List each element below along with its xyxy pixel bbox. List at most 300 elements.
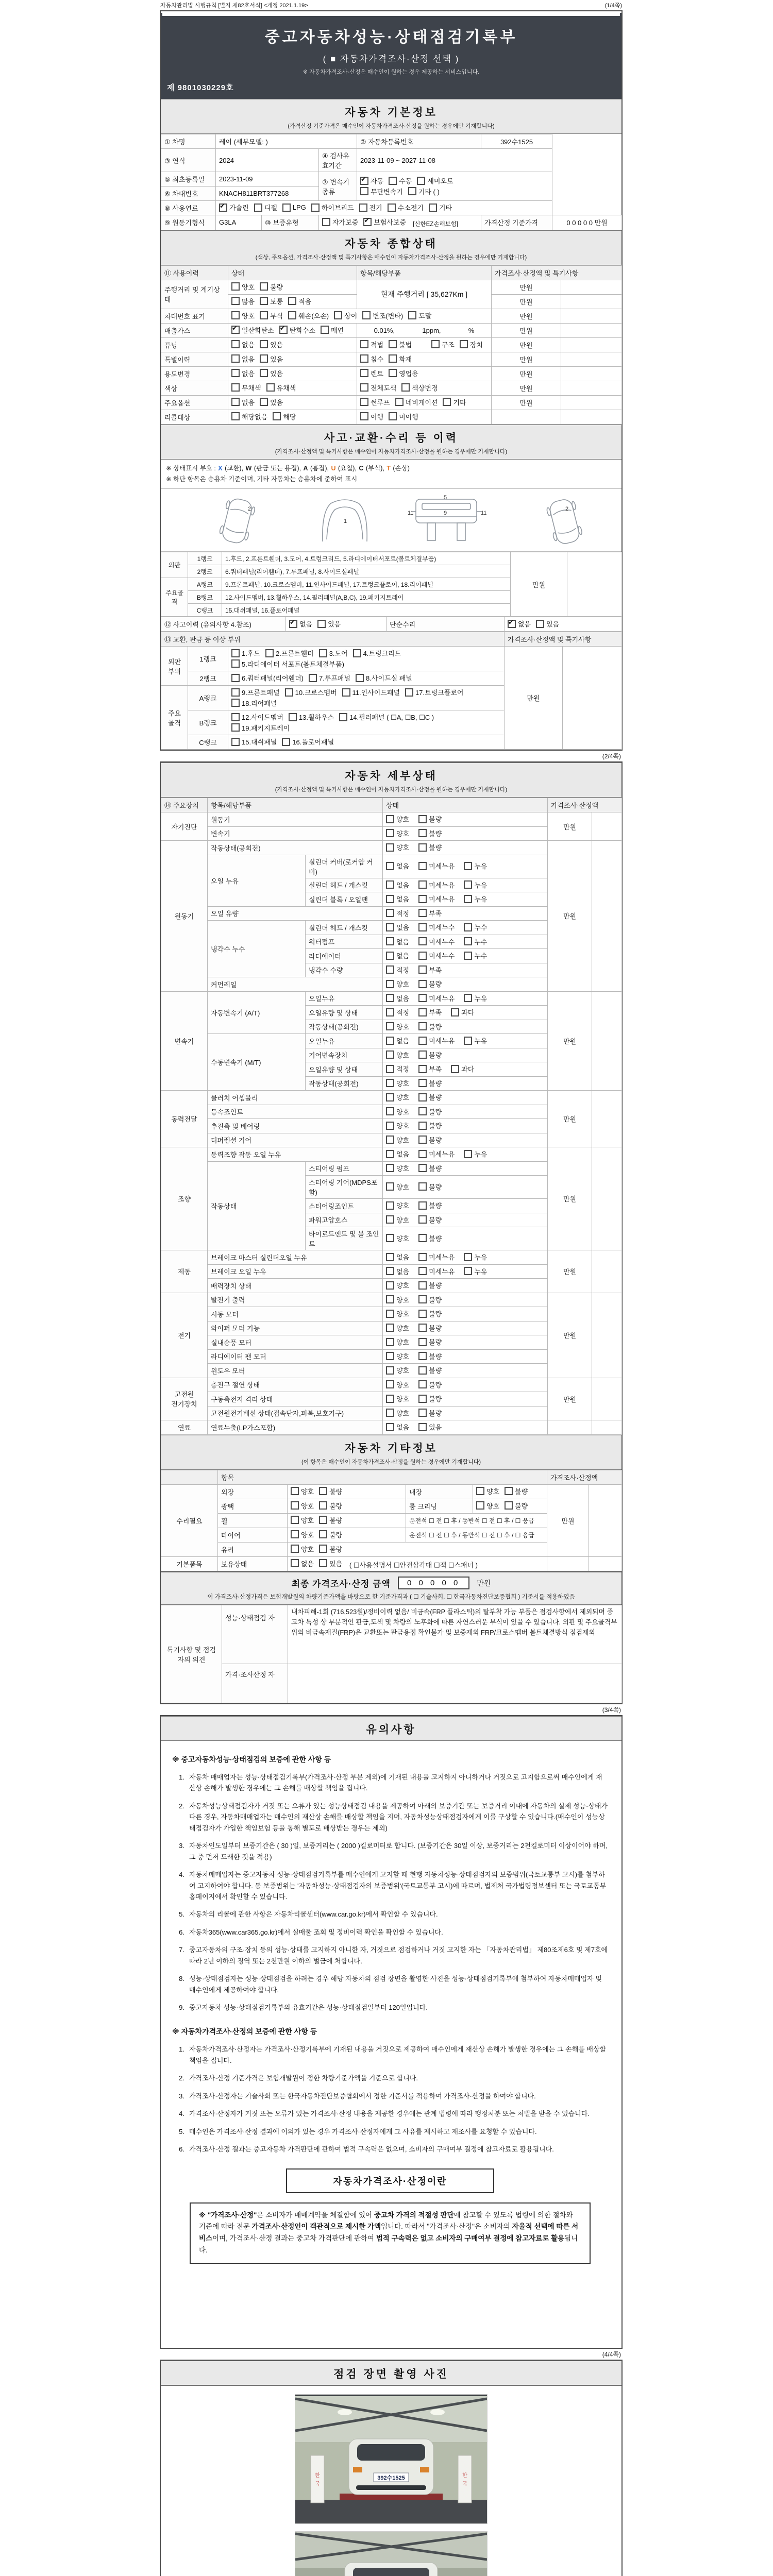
- checkbox-훼손(오손)[interactable]: [288, 311, 329, 320]
- checkbox-영업용[interactable]: [389, 368, 418, 378]
- checkbox-10.크로스멤버[interactable]: [285, 687, 337, 697]
- checkbox-box[interactable]: [291, 1487, 299, 1495]
- checkbox-box[interactable]: [386, 1423, 394, 1431]
- checkbox-box[interactable]: [231, 723, 240, 732]
- checkbox-양호[interactable]: [386, 1022, 409, 1031]
- checkbox-box[interactable]: [273, 412, 281, 420]
- checkbox-무단변속기[interactable]: [360, 187, 403, 196]
- checkbox-양호[interactable]: [386, 1309, 409, 1318]
- checkbox-미세누유[interactable]: [418, 894, 455, 904]
- checkbox-box[interactable]: [386, 1093, 394, 1101]
- checkbox-box[interactable]: [418, 909, 427, 917]
- checkbox-불량[interactable]: [418, 1408, 442, 1418]
- checkbox-불량[interactable]: [418, 1351, 442, 1361]
- checkbox-box[interactable]: [418, 1107, 427, 1115]
- checkbox-없음[interactable]: [231, 354, 255, 364]
- checkbox-색상변경[interactable]: [401, 383, 438, 393]
- checkbox-box[interactable]: [386, 1182, 394, 1191]
- checkbox-box[interactable]: [389, 340, 397, 348]
- checkbox-있음[interactable]: [260, 340, 283, 349]
- checkbox-box[interactable]: [443, 398, 451, 406]
- checkbox-box[interactable]: [418, 1150, 427, 1158]
- checkbox-box[interactable]: [260, 340, 268, 348]
- checkbox-없음[interactable]: [508, 619, 531, 629]
- checkbox-미세누유[interactable]: [418, 861, 455, 871]
- checkbox-box[interactable]: [418, 1037, 427, 1045]
- checkbox-양호[interactable]: [386, 979, 409, 989]
- checkbox-box[interactable]: [476, 1501, 484, 1510]
- checkbox-box[interactable]: [464, 994, 472, 1002]
- checkbox-양호[interactable]: [386, 1215, 409, 1225]
- checkbox-box[interactable]: [254, 204, 262, 212]
- checkbox-box[interactable]: [360, 383, 368, 392]
- checkbox-box[interactable]: [289, 713, 297, 721]
- checkbox-box[interactable]: [386, 1295, 394, 1303]
- checkbox-box[interactable]: [231, 659, 240, 668]
- checkbox-box[interactable]: [265, 649, 274, 657]
- checkbox-12.사이드멤버[interactable]: [231, 712, 283, 722]
- checkbox-변조(변타)[interactable]: [362, 311, 403, 320]
- checkbox-box[interactable]: [231, 326, 240, 334]
- checkbox-보험사보증[interactable]: [363, 217, 406, 227]
- checkbox-기타[interactable]: [429, 202, 452, 212]
- checkbox-양호[interactable]: [386, 1323, 409, 1333]
- checkbox-box[interactable]: [418, 862, 427, 870]
- checkbox-box[interactable]: [418, 1122, 427, 1130]
- checkbox-box[interactable]: [395, 398, 404, 406]
- checkbox-누유[interactable]: [464, 1036, 487, 1045]
- checkbox-box[interactable]: [285, 688, 293, 697]
- checkbox-box[interactable]: [231, 738, 240, 746]
- checkbox-없음[interactable]: [386, 880, 409, 890]
- checkbox-없음[interactable]: [386, 1422, 409, 1432]
- checkbox-box[interactable]: [319, 1516, 327, 1524]
- checkbox-box[interactable]: [418, 1093, 427, 1101]
- checkbox-box[interactable]: [418, 895, 427, 903]
- checkbox-box[interactable]: [360, 398, 368, 406]
- checkbox-적정[interactable]: [386, 908, 409, 918]
- checkbox-box[interactable]: [260, 369, 268, 377]
- checkbox-불량[interactable]: [418, 1078, 442, 1088]
- checkbox-box[interactable]: [231, 649, 240, 657]
- checkbox-불량[interactable]: [418, 1050, 442, 1060]
- checkbox-썬루프[interactable]: [360, 397, 390, 407]
- checkbox-불량[interactable]: [418, 1323, 442, 1333]
- checkbox-box[interactable]: [418, 829, 427, 837]
- checkbox-양호[interactable]: [386, 1394, 409, 1403]
- checkbox-적법[interactable]: [360, 340, 383, 349]
- checkbox-box[interactable]: [418, 994, 427, 1002]
- checkbox-양호[interactable]: [291, 1515, 314, 1525]
- checkbox-15.대쉬패널[interactable]: [231, 737, 277, 747]
- checkbox-불량[interactable]: [418, 1121, 442, 1130]
- checkbox-box[interactable]: [231, 699, 240, 707]
- checkbox-box[interactable]: [389, 177, 397, 185]
- checkbox-미세누수[interactable]: [418, 951, 455, 960]
- checkbox-box[interactable]: [291, 1530, 299, 1538]
- checkbox-많음[interactable]: [231, 296, 255, 306]
- checkbox-기타[interactable]: [443, 397, 466, 407]
- checkbox-3.도어[interactable]: [319, 648, 348, 658]
- checkbox-box[interactable]: [408, 311, 416, 319]
- checkbox-매연[interactable]: [321, 325, 344, 335]
- checkbox-19.패키지트레이[interactable]: [231, 723, 290, 733]
- checkbox-box[interactable]: [353, 649, 361, 657]
- checkbox-box[interactable]: [418, 1338, 427, 1346]
- checkbox-일산화탄소[interactable]: [231, 325, 274, 335]
- checkbox-누유[interactable]: [464, 1266, 487, 1276]
- checkbox-구조[interactable]: [431, 340, 455, 349]
- checkbox-box[interactable]: [431, 340, 440, 348]
- checkbox-box[interactable]: [386, 1201, 394, 1210]
- checkbox-box[interactable]: [464, 952, 472, 960]
- checkbox-9.프론트패널[interactable]: [231, 687, 280, 697]
- checkbox-누수[interactable]: [464, 951, 487, 960]
- checkbox-box[interactable]: [386, 895, 394, 903]
- checkbox-box[interactable]: [231, 354, 240, 363]
- checkbox-box[interactable]: [386, 1395, 394, 1403]
- checkbox-해당[interactable]: [273, 412, 296, 421]
- checkbox-이행[interactable]: [360, 412, 383, 421]
- checkbox-box[interactable]: [418, 1395, 427, 1403]
- checkbox-box[interactable]: [418, 880, 427, 889]
- checkbox-디젤[interactable]: [254, 202, 277, 212]
- checkbox-box[interactable]: [319, 1487, 327, 1495]
- checkbox-없음[interactable]: [386, 1266, 409, 1276]
- checkbox-양호[interactable]: [386, 1295, 409, 1304]
- checkbox-도말[interactable]: [408, 311, 431, 320]
- checkbox-box[interactable]: [282, 204, 291, 212]
- checkbox-box[interactable]: [508, 620, 516, 628]
- checkbox-box[interactable]: [386, 1352, 394, 1360]
- checkbox-box[interactable]: [464, 923, 472, 931]
- checkbox-box[interactable]: [418, 952, 427, 960]
- checkbox-누유[interactable]: [464, 894, 487, 904]
- checkbox-box[interactable]: [418, 1022, 427, 1030]
- checkbox-있음[interactable]: [418, 1422, 442, 1432]
- checkbox-미세누수[interactable]: [418, 922, 455, 932]
- checkbox-적음[interactable]: [288, 296, 311, 306]
- checkbox-자가보증[interactable]: [322, 217, 358, 227]
- checkbox-box[interactable]: [386, 1215, 394, 1224]
- checkbox-18.리어패널[interactable]: [231, 698, 277, 708]
- checkbox-불법[interactable]: [389, 340, 412, 349]
- checkbox-양호[interactable]: [386, 1050, 409, 1060]
- checkbox-없음[interactable]: [386, 951, 409, 960]
- checkbox-box[interactable]: [334, 311, 342, 319]
- checkbox-box[interactable]: [418, 1295, 427, 1303]
- checkbox-양호[interactable]: [386, 1078, 409, 1088]
- checkbox-미세누수[interactable]: [418, 937, 455, 946]
- checkbox-box[interactable]: [319, 649, 327, 657]
- checkbox-box[interactable]: [418, 1310, 427, 1318]
- checkbox-box[interactable]: [231, 674, 240, 682]
- checkbox-box[interactable]: [464, 880, 472, 889]
- checkbox-box[interactable]: [505, 1501, 513, 1510]
- checkbox-box[interactable]: [360, 369, 368, 377]
- checkbox-수동[interactable]: [389, 176, 412, 185]
- checkbox-부족[interactable]: [418, 908, 442, 918]
- checkbox-네비게이션[interactable]: [395, 397, 438, 407]
- checkbox-불량[interactable]: [505, 1501, 528, 1511]
- checkbox-없음[interactable]: [386, 861, 409, 871]
- checkbox-불량[interactable]: [418, 842, 442, 852]
- checkbox-불량[interactable]: [319, 1486, 342, 1496]
- checkbox-box[interactable]: [451, 1065, 459, 1073]
- checkbox-box[interactable]: [418, 1352, 427, 1360]
- checkbox-box[interactable]: [360, 187, 368, 195]
- checkbox-양호[interactable]: [386, 1233, 409, 1243]
- checkbox-양호[interactable]: [386, 1121, 409, 1130]
- checkbox-box[interactable]: [417, 177, 425, 185]
- checkbox-없음[interactable]: [231, 397, 255, 407]
- checkbox-box[interactable]: [418, 923, 427, 931]
- checkbox-불량[interactable]: [319, 1515, 342, 1525]
- checkbox-box[interactable]: [319, 1559, 327, 1567]
- checkbox-box[interactable]: [291, 1516, 299, 1524]
- checkbox-불량[interactable]: [418, 1365, 442, 1375]
- checkbox-box[interactable]: [386, 862, 394, 870]
- checkbox-없음[interactable]: [386, 894, 409, 904]
- checkbox-box[interactable]: [288, 297, 296, 305]
- checkbox-양호[interactable]: [386, 1351, 409, 1361]
- checkbox-box[interactable]: [386, 994, 394, 1002]
- checkbox-box[interactable]: [386, 1234, 394, 1242]
- checkbox-양호[interactable]: [291, 1544, 314, 1554]
- checkbox-box[interactable]: [260, 297, 268, 305]
- checkbox-box[interactable]: [386, 880, 394, 889]
- checkbox-양호[interactable]: [231, 282, 255, 292]
- checkbox-과다[interactable]: [451, 1064, 474, 1074]
- checkbox-box[interactable]: [389, 369, 397, 377]
- checkbox-렌트[interactable]: [360, 368, 383, 378]
- checkbox-box[interactable]: [219, 204, 227, 212]
- checkbox-불량[interactable]: [260, 282, 283, 292]
- checkbox-불량[interactable]: [505, 1486, 528, 1496]
- checkbox-양호[interactable]: [386, 1092, 409, 1102]
- checkbox-양호[interactable]: [386, 1337, 409, 1347]
- checkbox-box[interactable]: [386, 937, 394, 945]
- checkbox-불량[interactable]: [418, 1022, 442, 1031]
- checkbox-미세누유[interactable]: [418, 1149, 455, 1159]
- checkbox-양호[interactable]: [231, 311, 255, 320]
- checkbox-box[interactable]: [386, 1310, 394, 1318]
- checkbox-box[interactable]: [418, 1253, 427, 1261]
- checkbox-box[interactable]: [464, 895, 472, 903]
- checkbox-전체도색[interactable]: [360, 383, 396, 393]
- checkbox-불량[interactable]: [418, 814, 442, 824]
- checkbox-적정[interactable]: [386, 1064, 409, 1074]
- checkbox-부족[interactable]: [418, 1007, 442, 1017]
- checkbox-box[interactable]: [476, 1487, 484, 1495]
- checkbox-누유[interactable]: [464, 1149, 487, 1159]
- checkbox-불량[interactable]: [418, 828, 442, 838]
- checkbox-box[interactable]: [231, 383, 240, 392]
- checkbox-box[interactable]: [464, 937, 472, 945]
- checkbox-box[interactable]: [360, 177, 368, 185]
- checkbox-box[interactable]: [386, 1122, 394, 1130]
- checkbox-box[interactable]: [360, 354, 368, 363]
- checkbox-box[interactable]: [362, 311, 371, 319]
- checkbox-불량[interactable]: [418, 1107, 442, 1116]
- checkbox-box[interactable]: [342, 688, 350, 697]
- checkbox-box[interactable]: [266, 383, 275, 392]
- checkbox-box[interactable]: [418, 1234, 427, 1242]
- checkbox-box[interactable]: [388, 204, 396, 212]
- checkbox-box[interactable]: [231, 297, 240, 305]
- checkbox-box[interactable]: [339, 713, 347, 721]
- checkbox-없음[interactable]: [386, 1149, 409, 1159]
- checkbox-box[interactable]: [386, 843, 394, 852]
- checkbox-box[interactable]: [464, 1267, 472, 1275]
- checkbox-box[interactable]: [231, 713, 240, 721]
- checkbox-불량[interactable]: [418, 1309, 442, 1318]
- checkbox-box[interactable]: [311, 204, 320, 212]
- checkbox-box[interactable]: [386, 980, 394, 988]
- checkbox-box[interactable]: [363, 218, 372, 226]
- checkbox-미세누유[interactable]: [418, 993, 455, 1003]
- checkbox-box[interactable]: [408, 187, 416, 195]
- checkbox-box[interactable]: [386, 1136, 394, 1144]
- checkbox-box[interactable]: [418, 1065, 427, 1073]
- checkbox-누유[interactable]: [464, 1252, 487, 1262]
- checkbox-양호[interactable]: [386, 1380, 409, 1389]
- checkbox-box[interactable]: [418, 1008, 427, 1016]
- checkbox-box[interactable]: [386, 909, 394, 917]
- checkbox-box[interactable]: [386, 1107, 394, 1115]
- checkbox-가솔린[interactable]: [219, 202, 249, 212]
- checkbox-양호[interactable]: [386, 1135, 409, 1145]
- checkbox-침수[interactable]: [360, 354, 383, 364]
- checkbox-box[interactable]: [386, 815, 394, 823]
- checkbox-불량[interactable]: [418, 1233, 442, 1243]
- checkbox-불량[interactable]: [319, 1530, 342, 1539]
- checkbox-box[interactable]: [289, 620, 297, 628]
- checkbox-box[interactable]: [389, 412, 397, 420]
- checkbox-양호[interactable]: [386, 1408, 409, 1418]
- checkbox-box[interactable]: [288, 311, 296, 319]
- checkbox-부식[interactable]: [260, 311, 283, 320]
- checkbox-불량[interactable]: [319, 1501, 342, 1511]
- checkbox-불량[interactable]: [418, 1215, 442, 1225]
- checkbox-box[interactable]: [260, 282, 268, 291]
- checkbox-5.라디에이터 서포트(볼트체결부품)[interactable]: [231, 659, 344, 669]
- checkbox-누유[interactable]: [464, 861, 487, 871]
- checkbox-box[interactable]: [386, 952, 394, 960]
- checkbox-box[interactable]: [231, 398, 240, 406]
- checkbox-7.루프패널[interactable]: [309, 673, 350, 683]
- checkbox-미세누유[interactable]: [418, 1266, 455, 1276]
- checkbox-과다[interactable]: [451, 1007, 474, 1017]
- checkbox-box[interactable]: [464, 1037, 472, 1045]
- checkbox-2.프론트휀더[interactable]: [265, 648, 314, 658]
- checkbox-없음[interactable]: [231, 368, 255, 378]
- checkbox-box[interactable]: [418, 1281, 427, 1290]
- checkbox-있음[interactable]: [536, 619, 559, 629]
- checkbox-무채색[interactable]: [231, 383, 261, 393]
- checkbox-box[interactable]: [418, 1079, 427, 1087]
- checkbox-box[interactable]: [460, 340, 468, 348]
- checkbox-적정[interactable]: [386, 1007, 409, 1017]
- checkbox-기타 ( )[interactable]: [408, 187, 440, 196]
- checkbox-양호[interactable]: [476, 1501, 499, 1511]
- checkbox-box[interactable]: [418, 815, 427, 823]
- checkbox-box[interactable]: [464, 1253, 472, 1261]
- checkbox-box[interactable]: [386, 1267, 394, 1275]
- checkbox-box[interactable]: [418, 1215, 427, 1224]
- checkbox-box[interactable]: [386, 1037, 394, 1045]
- checkbox-없음[interactable]: [386, 922, 409, 932]
- checkbox-box[interactable]: [418, 1050, 427, 1059]
- checkbox-box[interactable]: [386, 1050, 394, 1059]
- checkbox-없음[interactable]: [289, 619, 312, 629]
- checkbox-box[interactable]: [386, 1324, 394, 1332]
- checkbox-box[interactable]: [386, 1253, 394, 1261]
- checkbox-box[interactable]: [386, 923, 394, 931]
- checkbox-box[interactable]: [386, 1065, 394, 1073]
- checkbox-box[interactable]: [231, 369, 240, 377]
- checkbox-box[interactable]: [319, 1530, 327, 1538]
- checkbox-box[interactable]: [418, 1423, 427, 1431]
- checkbox-box[interactable]: [260, 354, 268, 363]
- checkbox-box[interactable]: [319, 1545, 327, 1553]
- checkbox-box[interactable]: [418, 980, 427, 988]
- checkbox-box[interactable]: [536, 620, 544, 628]
- checkbox-누유[interactable]: [464, 993, 487, 1003]
- checkbox-불량[interactable]: [418, 1337, 442, 1347]
- checkbox-box[interactable]: [291, 1559, 299, 1567]
- checkbox-없음[interactable]: [291, 1558, 314, 1568]
- checkbox-box[interactable]: [386, 1022, 394, 1030]
- checkbox-box[interactable]: [418, 1380, 427, 1388]
- checkbox-불량[interactable]: [418, 1280, 442, 1290]
- checkbox-불량[interactable]: [418, 1380, 442, 1389]
- checkbox-불량[interactable]: [418, 979, 442, 989]
- checkbox-box[interactable]: [319, 1501, 327, 1510]
- checkbox-미세누유[interactable]: [418, 1036, 455, 1045]
- checkbox-box[interactable]: [451, 1008, 459, 1016]
- checkbox-미세누유[interactable]: [418, 1252, 455, 1262]
- checkbox-양호[interactable]: [291, 1530, 314, 1539]
- checkbox-box[interactable]: [464, 1150, 472, 1158]
- checkbox-box[interactable]: [429, 204, 437, 212]
- checkbox-불량[interactable]: [319, 1544, 342, 1554]
- checkbox-불량[interactable]: [418, 1163, 442, 1173]
- checkbox-양호[interactable]: [386, 1107, 409, 1116]
- checkbox-LPG[interactable]: [282, 204, 306, 212]
- checkbox-box[interactable]: [418, 937, 427, 945]
- checkbox-수소전기[interactable]: [388, 202, 424, 212]
- checkbox-불량[interactable]: [418, 1200, 442, 1210]
- checkbox-box[interactable]: [309, 674, 317, 682]
- checkbox-없음[interactable]: [386, 937, 409, 946]
- checkbox-box[interactable]: [386, 1079, 394, 1087]
- checkbox-불량[interactable]: [418, 1135, 442, 1145]
- checkbox-누수[interactable]: [464, 937, 487, 946]
- checkbox-미이행[interactable]: [389, 412, 418, 421]
- checkbox-미세누유[interactable]: [418, 880, 455, 890]
- checkbox-16.플로어패널[interactable]: [282, 737, 334, 747]
- checkbox-box[interactable]: [418, 1267, 427, 1275]
- checkbox-8.사이드실 패널[interactable]: [356, 673, 412, 683]
- checkbox-1.후드[interactable]: [231, 648, 260, 658]
- checkbox-11.인사이드패널[interactable]: [342, 687, 400, 697]
- checkbox-box[interactable]: [389, 354, 397, 363]
- checkbox-box[interactable]: [291, 1545, 299, 1553]
- checkbox-box[interactable]: [386, 1338, 394, 1346]
- checkbox-양호[interactable]: [386, 1280, 409, 1290]
- checkbox-box[interactable]: [231, 412, 240, 420]
